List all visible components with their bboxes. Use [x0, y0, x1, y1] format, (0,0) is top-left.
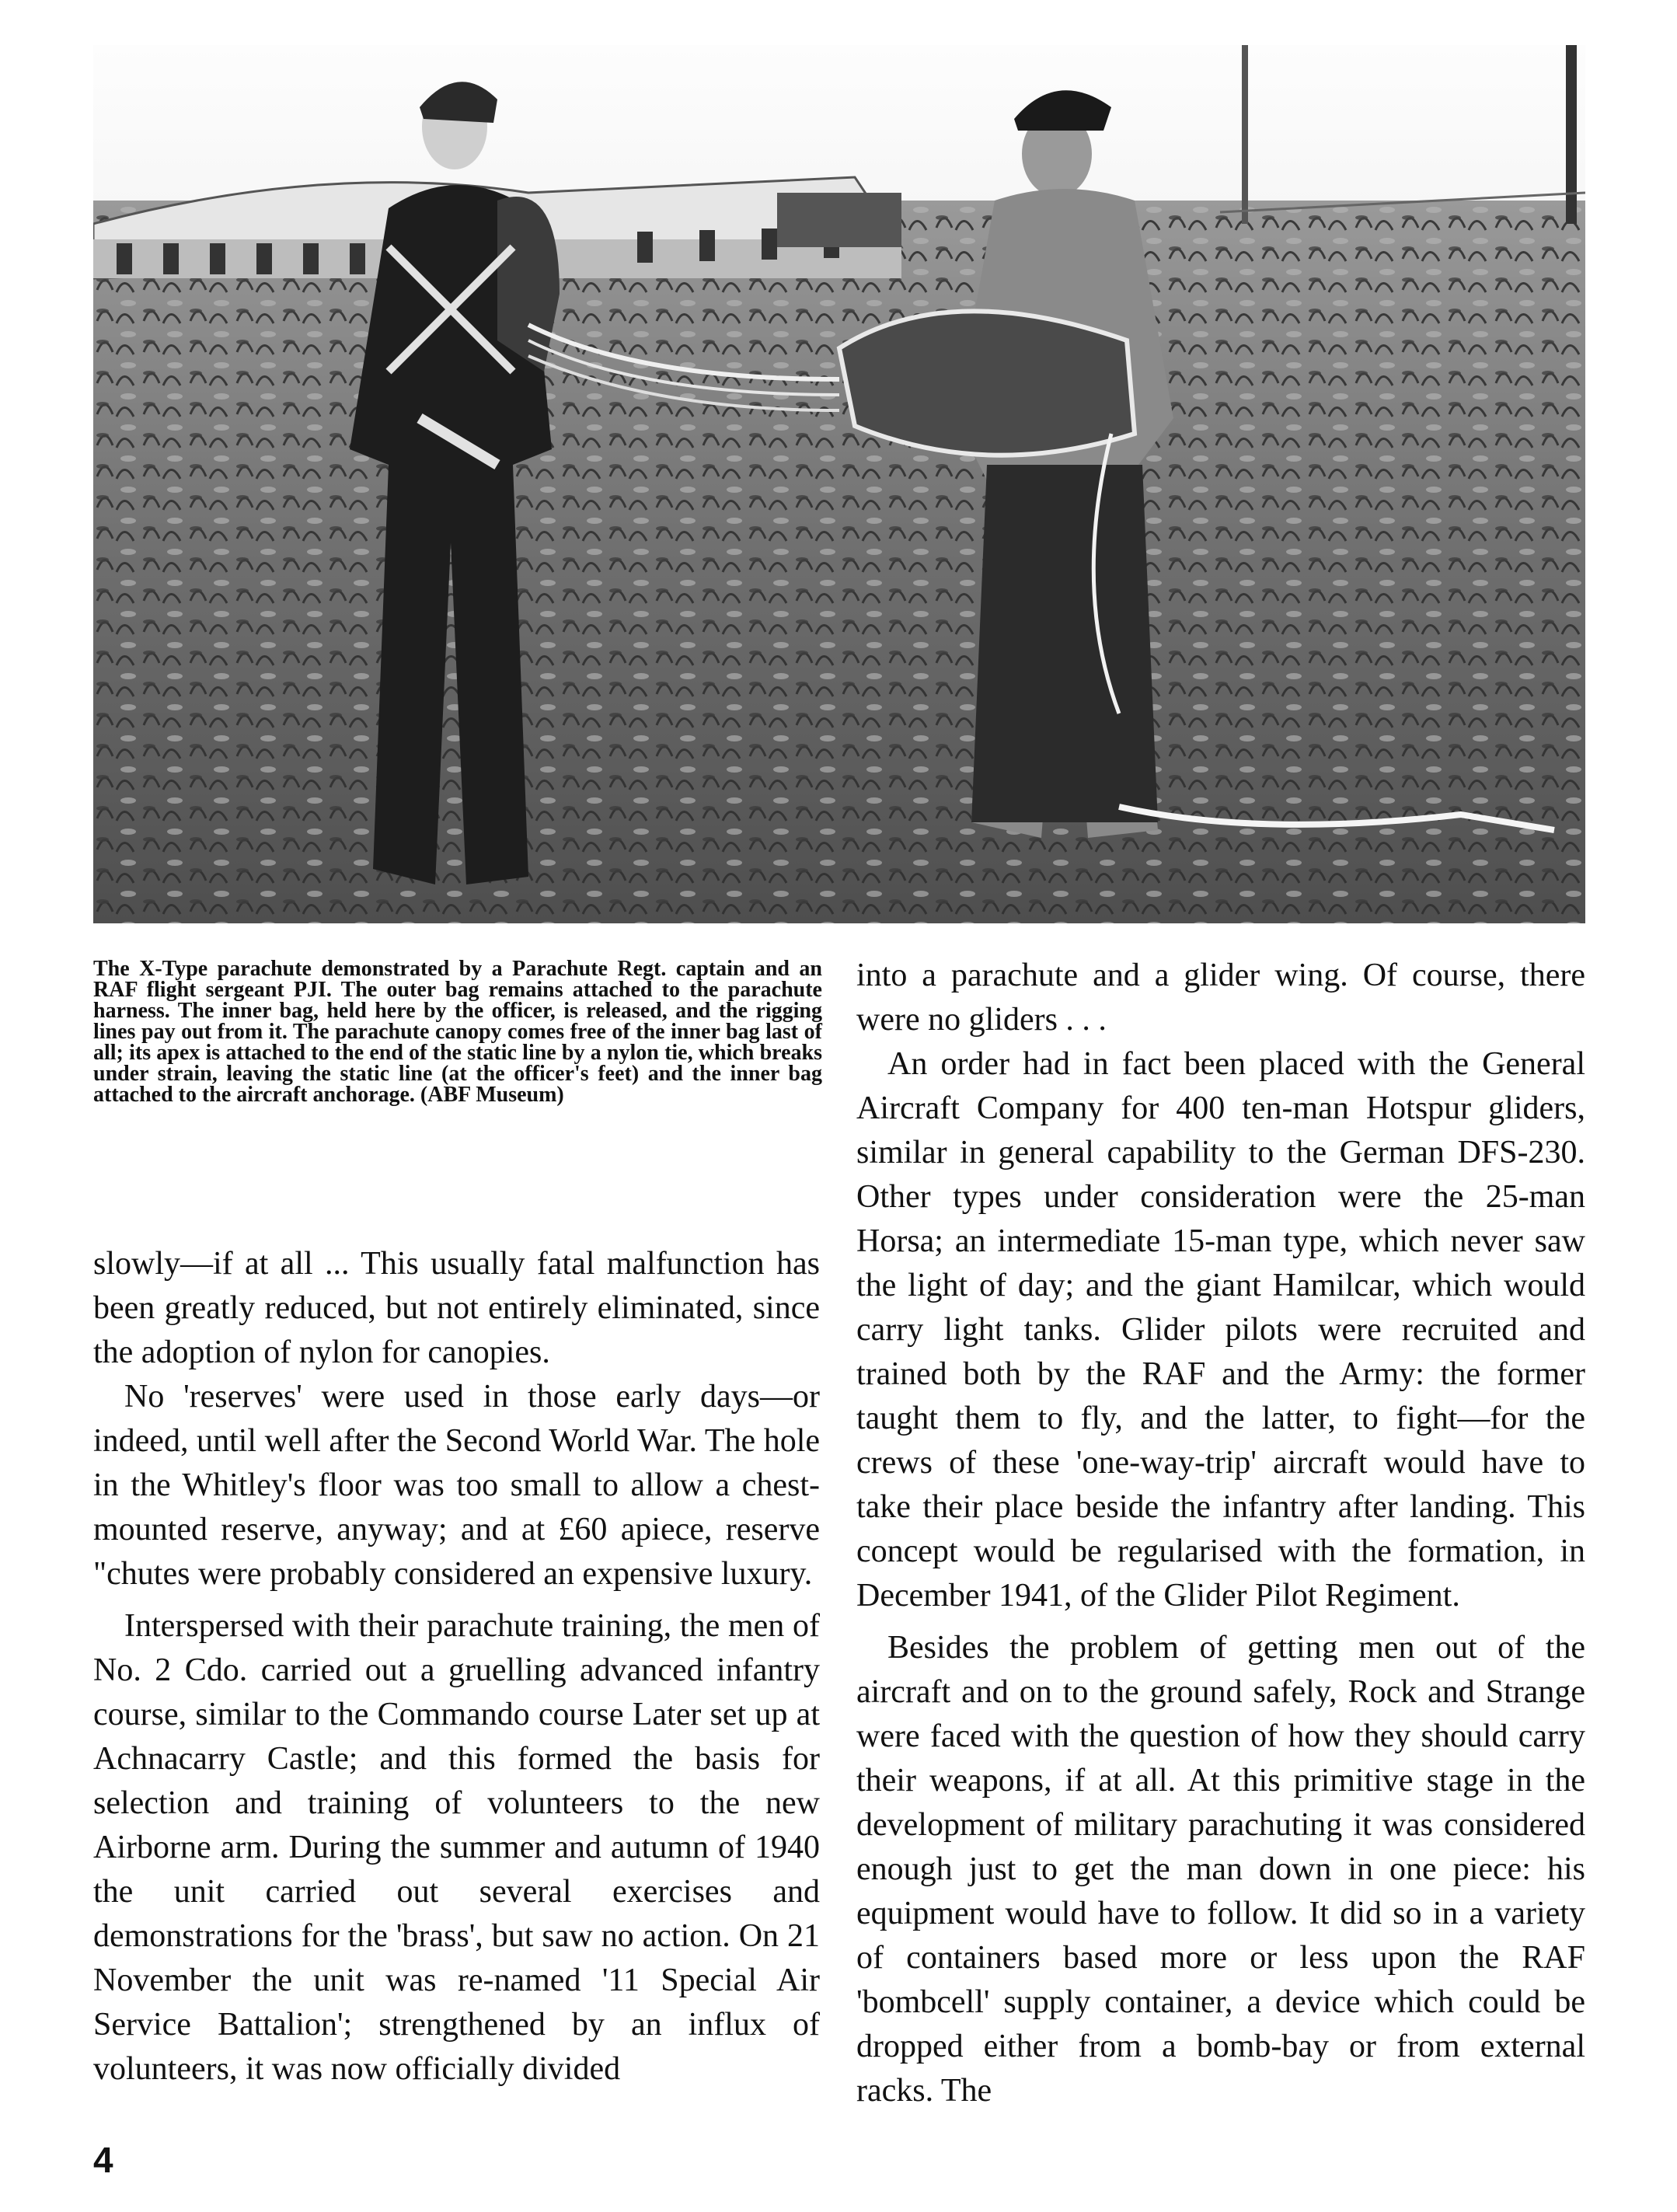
page-number: 4 — [93, 2140, 113, 2180]
right-paragraph-3: Besides the problem of getting men out of the aircraft and on to the ground safely, Rock and Strange were faced with the question of how they should carry their weapons, if at all. At this primitive stage in the development of military parachuting it was considered enough just to get the man down in one piece: his equipment would have to follow. It did so in a variety of containers based more or less upon the RAF 'bombcell' supply container, a device which could be dropped either from a bomb-bay or from external racks. The — [856, 1630, 1585, 2109]
photo-two-men-parachute — [93, 45, 1585, 923]
right-column — [856, 954, 1585, 2113]
right-paragraph-1: into a parachute and a glider wing. Of course, there were no gliders . . . — [856, 958, 1585, 1038]
left-column — [93, 1242, 820, 2092]
left-paragraph-2: No 'reserves' were used in those early days—or indeed, until well after the Second World War. The hole in the Whitley's floor was too small to allow a chest-mounted reserve, anyway; and at £60 apiece, reserve "chutes were probably considered an expensive luxury. — [93, 1379, 820, 1592]
right-paragraph-2: An order had in fact been placed with the General Aircraft Company for 400 ten-man Hotspur gliders, similar in general capability to the German DFS-230. Other types under consideration were the 25-man Horsa; an intermediate 15-man type, which never saw the light of day; and the giant Hamilcar, which would carry light tanks. Glider pilots were recruited and trained both by the RAF and the Army: the former taught them to fly, and the latter, to fight—for the crews of these 'one-way-trip' aircraft would have to take their place beside the infantry after landing. This concept would be regularised with the formation, in December 1941, of the Glider Pilot Regiment. — [856, 1046, 1585, 1614]
left-paragraph-3: Interspersed with their parachute training, the men of No. 2 Cdo. carried out a gruelling advanced infantry course, similar to the Commando course Later set up at Achnacarry Castle; and this formed the basis for selection and training of volunteers to the new Airborne arm. During the summer and autumn of 1940 the unit carried out several exercises and demonstrations for the 'brass', but saw no action. On 21 November the unit was re-named '11 Special Air Service Battalion'; strengthened by an influx of volunteers, it was now officially divided — [93, 1608, 820, 2087]
photo-illustration — [93, 45, 1585, 923]
left-paragraph-1: slowly—if at all ... This usually fatal malfunction has been greatly reduced, but not entirely eliminated, since the adoption of nylon for canopies. — [93, 1246, 820, 1370]
photo-caption: The X-Type parachute demonstrated by a Parachute Regt. captain and an RAF flight sergeant PJI. The outer bag remains attached to the parachute harness. The inner bag, held here by the officer, is released, and the rigging lines pay out from it. The parachute canopy comes free of the inner bag last of all; its apex is attached to the end of the static line by a nylon tie, which breaks under strain, leaving the static line (at the officer's feet) and the inner bag attached to the aircraft anchorage. (ABF Museum) — [93, 957, 822, 1107]
